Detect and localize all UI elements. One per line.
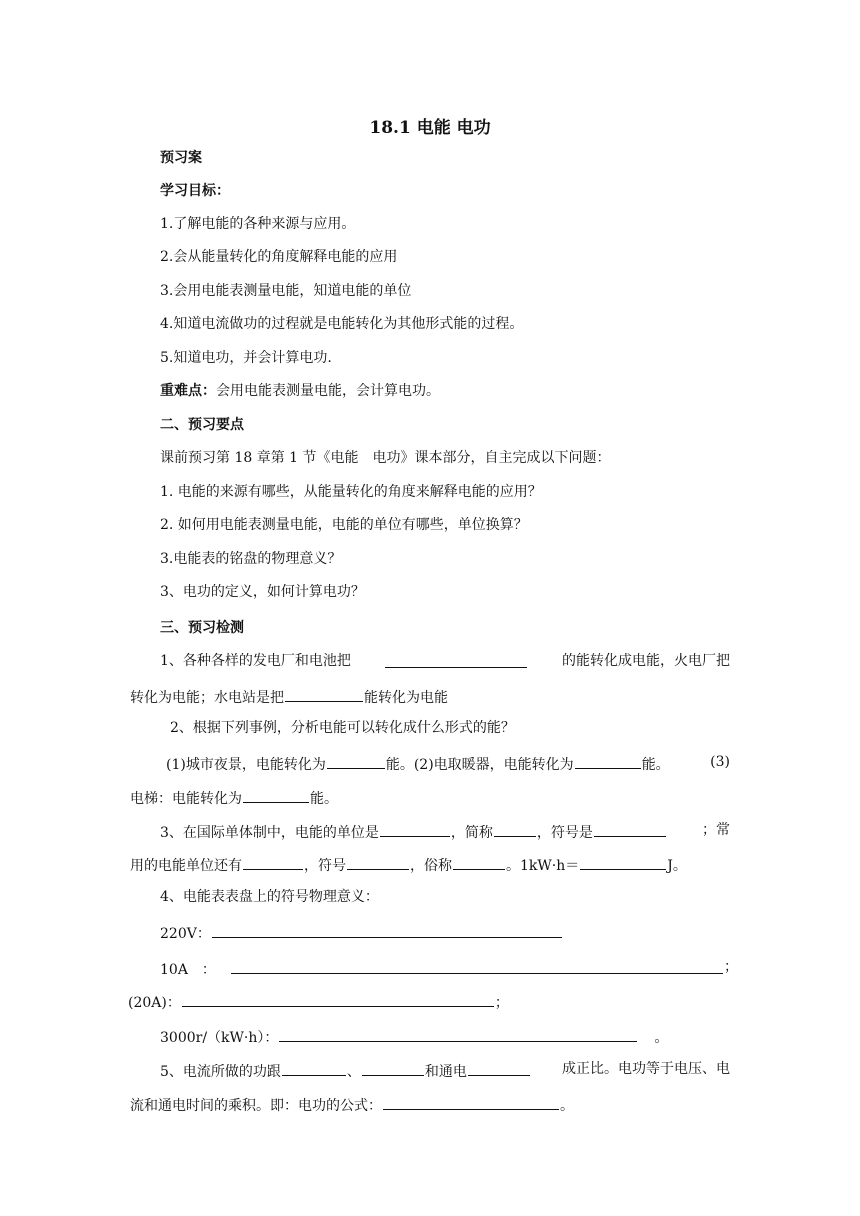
q3-blank-6[interactable] <box>453 853 505 870</box>
key-points-label: 重难点： <box>160 383 216 399</box>
q5-a2: 、 <box>346 1064 361 1080</box>
q4-blank-3000r[interactable] <box>279 1025 637 1042</box>
q4-10a-line <box>130 957 738 980</box>
q5-b2: 。 <box>560 1098 574 1114</box>
section2-item: 3、电功的定义，如何计算电功？ <box>160 584 365 600</box>
q5-line1 <box>130 1059 730 1082</box>
section2-item: 2. 如何用电能表测量电能，电能的单位有哪些，单位换算？ <box>160 517 528 533</box>
q3-b5: J。 <box>667 858 687 874</box>
q3-a2: ，简称 <box>450 825 493 841</box>
q2-a4: (3) <box>710 754 730 770</box>
objective-item: 3.会用电能表测量电能，知道电能的单位 <box>160 283 412 299</box>
q4-220v-line <box>160 921 563 944</box>
section2-item: 1. 电能的来源有哪些，从能量转化的角度来解释电能的应用？ <box>160 484 542 500</box>
q1-part-d: 能转化为电能 <box>364 690 448 706</box>
section-preview-heading: 预习案 <box>160 150 202 166</box>
q5-a1: 5、电流所做的功跟 <box>160 1064 281 1080</box>
section2-item: 3.电能表的铭盘的物理意义？ <box>160 551 342 567</box>
document-title: 18.1 电能 电功 <box>369 118 491 138</box>
objective-item: 4.知道电流做功的过程就是电能转化为其他形式能的过程。 <box>160 316 524 332</box>
q1-part-c: 转化为电能；水电站是把 <box>130 690 284 706</box>
q3-a1: 3、在国际单体制中，电能的单位是 <box>160 825 379 841</box>
q3-b2: ，符号 <box>304 858 346 874</box>
q4-220v-label: 220V： <box>160 926 211 942</box>
q1-line2 <box>130 685 730 708</box>
q3-b1: 用的电能单位还有 <box>130 858 242 874</box>
objectives-heading: 学习目标： <box>160 183 230 199</box>
q1-part-b: 的能转化成电能，火电厂把 <box>561 653 730 669</box>
q4-20a-line <box>128 990 509 1013</box>
q2-a1: (1)城市夜景，电能转化为 <box>166 757 326 773</box>
q4-20a-label: (20A)： <box>128 995 181 1011</box>
q5-blank-1[interactable] <box>282 1059 346 1076</box>
q3-a4: ；常 <box>702 822 730 838</box>
q4-3000r-label: 3000r/（kW·h）： <box>160 1030 279 1046</box>
q3-blank-7[interactable] <box>580 853 666 870</box>
q4-blank-20a[interactable] <box>182 990 494 1007</box>
q5-line2 <box>130 1093 730 1116</box>
objective-item: 5.知道电功，并会计算电功. <box>160 350 332 366</box>
q4-3000r-end: 。 <box>654 1030 669 1046</box>
q4-3000r-line <box>160 1025 668 1048</box>
q5-blank-4[interactable] <box>383 1093 559 1110</box>
q5-b1: 流和通电时间的乘积。即：电功的公式： <box>130 1098 382 1114</box>
q2-a3: 能。 <box>641 757 670 773</box>
q2-line1 <box>130 752 730 775</box>
q2-blank-3[interactable] <box>243 786 309 803</box>
q3-blank-4[interactable] <box>243 853 303 870</box>
q3-blank-2[interactable] <box>494 820 536 837</box>
q4-blank-220v[interactable] <box>212 921 562 938</box>
q5-a3: 和通电 <box>424 1064 467 1080</box>
key-points <box>160 381 440 401</box>
q1-line1 <box>130 651 730 671</box>
q3-blank-1[interactable] <box>380 820 450 837</box>
q2-line2 <box>130 786 730 809</box>
q4-prompt: 4、电能表表盘上的符号物理意义： <box>160 889 379 905</box>
section2-intro: 课前预习第 18 章第 1 节《电能 电功》课本部分，自主完成以下问题： <box>160 450 611 466</box>
q3-a3: ，符号是 <box>536 825 593 841</box>
q3-blank-3[interactable] <box>594 820 666 837</box>
q5-a4: 成正比。电功等于电压、电 <box>562 1061 730 1077</box>
q2-blank-2[interactable] <box>575 752 641 769</box>
q2-b2: 能。 <box>310 791 338 807</box>
q2-b1: 电梯：电能转化为 <box>130 791 242 807</box>
q5-blank-2[interactable] <box>362 1059 424 1076</box>
section3-heading: 三、预习检测 <box>160 620 244 636</box>
q3-line2 <box>130 853 730 876</box>
objective-item: 1.了解电能的各种来源与应用。 <box>160 216 356 232</box>
section2-heading: 二、预习要点 <box>160 417 244 433</box>
q4-20a-end: ； <box>494 995 509 1011</box>
q3-blank-5[interactable] <box>347 853 409 870</box>
q1-blank-1[interactable] <box>385 651 527 668</box>
q4-10a-label: 10A ： <box>160 962 216 978</box>
q1-part-a: 1、各种各样的发电厂和电池把 <box>160 653 351 669</box>
q4-blank-10a[interactable] <box>231 957 723 974</box>
q4-10a-end: ； <box>723 959 738 975</box>
q3-b3: ，俗称 <box>410 858 452 874</box>
objective-item: 2.会从能量转化的角度解释电能的应用 <box>160 249 398 265</box>
q1-blank-2[interactable] <box>285 685 363 702</box>
q2-blank-1[interactable] <box>327 752 385 769</box>
q2-prompt: 2、根据下列事例，分析电能可以转化成什么形式的能？ <box>170 720 515 736</box>
q3-b4: 。1kW·h＝ <box>506 858 580 874</box>
q3-line1 <box>130 820 730 843</box>
key-points-text: 会用电能表测量电能，会计算电功。 <box>216 383 440 399</box>
q2-a2: 能。(2)电取暖器，电能转化为 <box>385 757 574 773</box>
q5-blank-3[interactable] <box>468 1059 530 1076</box>
